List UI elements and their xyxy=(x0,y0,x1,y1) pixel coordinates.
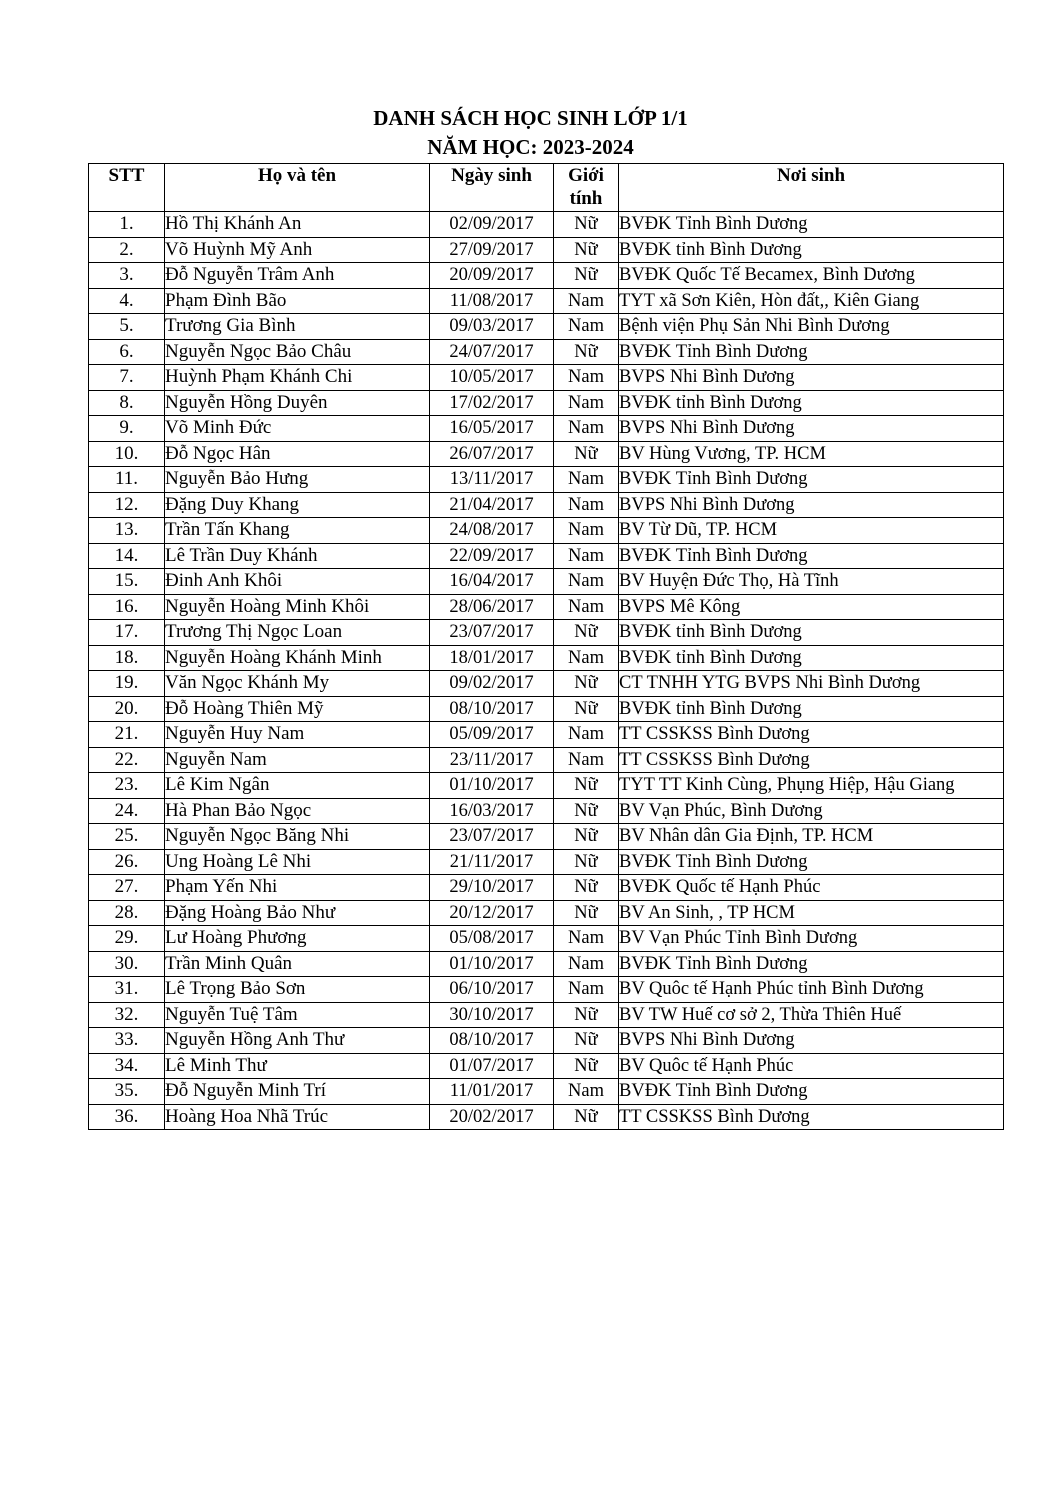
cell-stt: 16. xyxy=(89,594,165,620)
cell-birthplace: BVĐK tỉnh Bình Dương xyxy=(619,645,1004,671)
table-row xyxy=(89,492,1004,518)
cell-stt: 27. xyxy=(89,875,165,901)
table-row xyxy=(89,900,1004,926)
table-row xyxy=(89,1104,1004,1130)
table-row xyxy=(89,263,1004,289)
cell-dob: 09/02/2017 xyxy=(430,671,554,697)
cell-stt: 5. xyxy=(89,314,165,340)
cell-gender: Nam xyxy=(554,288,619,314)
cell-name: Trương Gia Bình xyxy=(165,314,430,340)
cell-gender: Nữ xyxy=(554,1104,619,1130)
cell-dob: 24/07/2017 xyxy=(430,339,554,365)
cell-gender: Nữ xyxy=(554,798,619,824)
cell-gender: Nam xyxy=(554,747,619,773)
cell-name: Lê Trần Duy Khánh xyxy=(165,543,430,569)
cell-dob: 27/09/2017 xyxy=(430,237,554,263)
cell-stt: 32. xyxy=(89,1002,165,1028)
table-row xyxy=(89,849,1004,875)
cell-dob: 10/05/2017 xyxy=(430,365,554,391)
cell-stt: 31. xyxy=(89,977,165,1003)
cell-dob: 18/01/2017 xyxy=(430,645,554,671)
table-row xyxy=(89,798,1004,824)
cell-gender: Nam xyxy=(554,416,619,442)
table-row xyxy=(89,212,1004,238)
table-row xyxy=(89,237,1004,263)
cell-stt: 33. xyxy=(89,1028,165,1054)
cell-dob: 17/02/2017 xyxy=(430,390,554,416)
cell-name: Huỳnh Phạm Khánh Chi xyxy=(165,365,430,391)
cell-birthplace: BV Huyện Đức Thọ, Hà Tĩnh xyxy=(619,569,1004,595)
header-gender: Giới tính xyxy=(554,164,619,212)
cell-name: Đỗ Nguyễn Trâm Anh xyxy=(165,263,430,289)
table-row xyxy=(89,671,1004,697)
student-roster-table xyxy=(88,163,1004,1130)
table-row xyxy=(89,314,1004,340)
cell-name: Hoàng Hoa Nhã Trúc xyxy=(165,1104,430,1130)
cell-birthplace: TT CSSKSS Bình Dương xyxy=(619,1104,1004,1130)
cell-gender: Nam xyxy=(554,543,619,569)
cell-dob: 05/09/2017 xyxy=(430,722,554,748)
cell-stt: 2. xyxy=(89,237,165,263)
cell-name: Nguyễn Hoàng Minh Khôi xyxy=(165,594,430,620)
cell-name: Võ Minh Đức xyxy=(165,416,430,442)
cell-birthplace: BVĐK Tỉnh Bình Dương xyxy=(619,849,1004,875)
cell-gender: Nữ xyxy=(554,849,619,875)
cell-name: Nguyễn Huy Nam xyxy=(165,722,430,748)
table-row xyxy=(89,824,1004,850)
cell-birthplace: TT CSSKSS Bình Dương xyxy=(619,747,1004,773)
cell-name: Nguyễn Tuệ Tâm xyxy=(165,1002,430,1028)
cell-name: Nguyễn Hồng Anh Thư xyxy=(165,1028,430,1054)
cell-stt: 4. xyxy=(89,288,165,314)
table-header-row xyxy=(89,164,1004,212)
cell-name: Văn Ngọc Khánh My xyxy=(165,671,430,697)
cell-gender: Nam xyxy=(554,1079,619,1105)
cell-gender: Nữ xyxy=(554,900,619,926)
cell-dob: 08/10/2017 xyxy=(430,696,554,722)
cell-birthplace: BVĐK Quốc Tế Becamex, Bình Dương xyxy=(619,263,1004,289)
table-row xyxy=(89,569,1004,595)
cell-stt: 10. xyxy=(89,441,165,467)
cell-stt: 29. xyxy=(89,926,165,952)
cell-birthplace: BVĐK Tỉnh Bình Dương xyxy=(619,212,1004,238)
cell-stt: 21. xyxy=(89,722,165,748)
cell-stt: 25. xyxy=(89,824,165,850)
cell-name: Nguyễn Bảo Hưng xyxy=(165,467,430,493)
cell-stt: 18. xyxy=(89,645,165,671)
cell-birthplace: BVPS Nhi Bình Dương xyxy=(619,492,1004,518)
cell-name: Nguyễn Ngọc Bảo Châu xyxy=(165,339,430,365)
cell-dob: 20/12/2017 xyxy=(430,900,554,926)
table-row xyxy=(89,875,1004,901)
header-stt: STT xyxy=(89,164,165,212)
table-row xyxy=(89,441,1004,467)
cell-name: Lư Hoàng Phương xyxy=(165,926,430,952)
cell-name: Lê Kim Ngân xyxy=(165,773,430,799)
cell-gender: Nam xyxy=(554,314,619,340)
cell-gender: Nam xyxy=(554,594,619,620)
cell-dob: 11/01/2017 xyxy=(430,1079,554,1105)
cell-stt: 26. xyxy=(89,849,165,875)
cell-name: Nguyễn Hồng Duyên xyxy=(165,390,430,416)
cell-gender: Nam xyxy=(554,977,619,1003)
cell-gender: Nam xyxy=(554,722,619,748)
cell-gender: Nữ xyxy=(554,212,619,238)
cell-dob: 05/08/2017 xyxy=(430,926,554,952)
cell-dob: 20/09/2017 xyxy=(430,263,554,289)
cell-name: Phạm Đình Bão xyxy=(165,288,430,314)
cell-dob: 24/08/2017 xyxy=(430,518,554,544)
cell-gender: Nữ xyxy=(554,441,619,467)
document-title: DANH SÁCH HỌC SINH LỚP 1/1 xyxy=(373,106,688,130)
cell-birthplace: Bệnh viện Phụ Sản Nhi Bình Dương xyxy=(619,314,1004,340)
cell-dob: 26/07/2017 xyxy=(430,441,554,467)
cell-birthplace: BV Từ Dũ, TP. HCM xyxy=(619,518,1004,544)
cell-stt: 11. xyxy=(89,467,165,493)
cell-stt: 20. xyxy=(89,696,165,722)
title-block xyxy=(0,104,1061,162)
cell-dob: 01/10/2017 xyxy=(430,773,554,799)
cell-birthplace: BVĐK Tỉnh Bình Dương xyxy=(619,467,1004,493)
table-row xyxy=(89,1079,1004,1105)
cell-gender: Nữ xyxy=(554,773,619,799)
cell-stt: 9. xyxy=(89,416,165,442)
cell-name: Đỗ Nguyễn Minh Trí xyxy=(165,1079,430,1105)
cell-gender: Nam xyxy=(554,518,619,544)
table-row xyxy=(89,365,1004,391)
cell-dob: 16/04/2017 xyxy=(430,569,554,595)
cell-name: Trần Tấn Khang xyxy=(165,518,430,544)
table-row xyxy=(89,339,1004,365)
cell-dob: 06/10/2017 xyxy=(430,977,554,1003)
cell-gender: Nam xyxy=(554,365,619,391)
cell-dob: 22/09/2017 xyxy=(430,543,554,569)
cell-stt: 12. xyxy=(89,492,165,518)
cell-gender: Nam xyxy=(554,926,619,952)
cell-stt: 1. xyxy=(89,212,165,238)
table-row xyxy=(89,1002,1004,1028)
cell-gender: Nữ xyxy=(554,237,619,263)
cell-stt: 24. xyxy=(89,798,165,824)
cell-name: Đặng Duy Khang xyxy=(165,492,430,518)
cell-stt: 8. xyxy=(89,390,165,416)
cell-dob: 09/03/2017 xyxy=(430,314,554,340)
cell-gender: Nữ xyxy=(554,1053,619,1079)
cell-birthplace: BVĐK Quốc tế Hạnh Phúc xyxy=(619,875,1004,901)
cell-stt: 13. xyxy=(89,518,165,544)
cell-stt: 22. xyxy=(89,747,165,773)
cell-gender: Nam xyxy=(554,645,619,671)
cell-birthplace: BVPS Nhi Bình Dương xyxy=(619,416,1004,442)
cell-dob: 16/05/2017 xyxy=(430,416,554,442)
cell-dob: 16/03/2017 xyxy=(430,798,554,824)
cell-stt: 15. xyxy=(89,569,165,595)
cell-name: Hà Phan Bảo Ngọc xyxy=(165,798,430,824)
cell-dob: 13/11/2017 xyxy=(430,467,554,493)
cell-dob: 29/10/2017 xyxy=(430,875,554,901)
cell-gender: Nữ xyxy=(554,1002,619,1028)
cell-birthplace: BVĐK tỉnh Bình Dương xyxy=(619,620,1004,646)
cell-dob: 21/11/2017 xyxy=(430,849,554,875)
cell-birthplace: BVĐK tỉnh Bình Dương xyxy=(619,696,1004,722)
cell-dob: 11/08/2017 xyxy=(430,288,554,314)
cell-birthplace: BVĐK Tỉnh Bình Dương xyxy=(619,543,1004,569)
table-row xyxy=(89,543,1004,569)
cell-gender: Nữ xyxy=(554,263,619,289)
cell-birthplace: BVPS Nhi Bình Dương xyxy=(619,1028,1004,1054)
cell-birthplace: TYT TT Kinh Cùng, Phụng Hiệp, Hậu Giang xyxy=(619,773,1004,799)
cell-name: Võ Huỳnh Mỹ Anh xyxy=(165,237,430,263)
cell-gender: Nữ xyxy=(554,824,619,850)
header-name: Họ và tên xyxy=(165,164,430,212)
cell-gender: Nam xyxy=(554,467,619,493)
cell-dob: 02/09/2017 xyxy=(430,212,554,238)
cell-gender: Nữ xyxy=(554,339,619,365)
cell-birthplace: BVĐK tỉnh Bình Dương xyxy=(619,237,1004,263)
table-row xyxy=(89,696,1004,722)
cell-birthplace: BVĐK Tỉnh Bình Dương xyxy=(619,339,1004,365)
cell-dob: 08/10/2017 xyxy=(430,1028,554,1054)
cell-dob: 30/10/2017 xyxy=(430,1002,554,1028)
cell-name: Ung Hoàng Lê Nhi xyxy=(165,849,430,875)
cell-stt: 36. xyxy=(89,1104,165,1130)
table-row xyxy=(89,518,1004,544)
cell-gender: Nam xyxy=(554,390,619,416)
cell-name: Lê Minh Thư xyxy=(165,1053,430,1079)
table-row xyxy=(89,467,1004,493)
cell-birthplace: CT TNHH YTG BVPS Nhi Bình Dương xyxy=(619,671,1004,697)
cell-birthplace: BVPS Mê Kông xyxy=(619,594,1004,620)
cell-birthplace: BV TW Huế cơ sở 2, Thừa Thiên Huế xyxy=(619,1002,1004,1028)
cell-gender: Nữ xyxy=(554,1028,619,1054)
cell-dob: 23/07/2017 xyxy=(430,620,554,646)
table-row xyxy=(89,951,1004,977)
cell-name: Đỗ Ngọc Hân xyxy=(165,441,430,467)
table-row xyxy=(89,722,1004,748)
cell-gender: Nữ xyxy=(554,696,619,722)
cell-name: Lê Trọng Bảo Sơn xyxy=(165,977,430,1003)
cell-birthplace: BV Vạn Phúc, Bình Dương xyxy=(619,798,1004,824)
cell-name: Hồ Thị Khánh An xyxy=(165,212,430,238)
cell-name: Đinh Anh Khôi xyxy=(165,569,430,595)
cell-birthplace: BV Vạn Phúc Tỉnh Bình Dương xyxy=(619,926,1004,952)
cell-birthplace: BV Hùng Vương, TP. HCM xyxy=(619,441,1004,467)
header-dob: Ngày sinh xyxy=(430,164,554,212)
cell-birthplace: BVPS Nhi Bình Dương xyxy=(619,365,1004,391)
table-row xyxy=(89,390,1004,416)
table-row xyxy=(89,416,1004,442)
cell-gender: Nữ xyxy=(554,671,619,697)
cell-birthplace: BVĐK Tỉnh Bình Dương xyxy=(619,1079,1004,1105)
table-row xyxy=(89,926,1004,952)
cell-birthplace: BV Nhân dân Gia Định, TP. HCM xyxy=(619,824,1004,850)
cell-stt: 14. xyxy=(89,543,165,569)
cell-stt: 6. xyxy=(89,339,165,365)
cell-dob: 28/06/2017 xyxy=(430,594,554,620)
cell-stt: 35. xyxy=(89,1079,165,1105)
cell-gender: Nữ xyxy=(554,875,619,901)
table-row xyxy=(89,773,1004,799)
table-row xyxy=(89,1053,1004,1079)
cell-stt: 23. xyxy=(89,773,165,799)
table-body xyxy=(89,212,1004,1130)
cell-name: Nguyễn Nam xyxy=(165,747,430,773)
cell-birthplace: BVĐK Tỉnh Bình Dương xyxy=(619,951,1004,977)
cell-name: Đặng Hoàng Bảo Như xyxy=(165,900,430,926)
cell-gender: Nữ xyxy=(554,620,619,646)
school-year-title: NĂM HỌC: 2023-2024 xyxy=(427,135,634,159)
cell-stt: 30. xyxy=(89,951,165,977)
cell-stt: 19. xyxy=(89,671,165,697)
cell-stt: 17. xyxy=(89,620,165,646)
cell-stt: 3. xyxy=(89,263,165,289)
cell-birthplace: BV Quôc tế Hạnh Phúc tỉnh Bình Dương xyxy=(619,977,1004,1003)
cell-stt: 28. xyxy=(89,900,165,926)
cell-gender: Nam xyxy=(554,492,619,518)
cell-name: Phạm Yến Nhi xyxy=(165,875,430,901)
cell-birthplace: TT CSSKSS Bình Dương xyxy=(619,722,1004,748)
cell-name: Đỗ Hoàng Thiên Mỹ xyxy=(165,696,430,722)
table-row xyxy=(89,645,1004,671)
cell-dob: 23/11/2017 xyxy=(430,747,554,773)
cell-name: Trương Thị Ngọc Loan xyxy=(165,620,430,646)
cell-gender: Nam xyxy=(554,569,619,595)
cell-birthplace: BV An Sinh, , TP HCM xyxy=(619,900,1004,926)
cell-stt: 34. xyxy=(89,1053,165,1079)
cell-name: Trần Minh Quân xyxy=(165,951,430,977)
cell-dob: 01/07/2017 xyxy=(430,1053,554,1079)
cell-dob: 21/04/2017 xyxy=(430,492,554,518)
table-row xyxy=(89,620,1004,646)
table-row xyxy=(89,288,1004,314)
cell-name: Nguyễn Ngọc Băng Nhi xyxy=(165,824,430,850)
cell-dob: 20/02/2017 xyxy=(430,1104,554,1130)
cell-dob: 23/07/2017 xyxy=(430,824,554,850)
table-row xyxy=(89,594,1004,620)
cell-gender: Nam xyxy=(554,951,619,977)
cell-stt: 7. xyxy=(89,365,165,391)
cell-name: Nguyễn Hoàng Khánh Minh xyxy=(165,645,430,671)
table-row xyxy=(89,1028,1004,1054)
cell-birthplace: TYT xã Sơn Kiên, Hòn đất,, Kiên Giang xyxy=(619,288,1004,314)
header-birthplace: Nơi sinh xyxy=(619,164,1004,212)
cell-dob: 01/10/2017 xyxy=(430,951,554,977)
cell-birthplace: BV Quôc tế Hạnh Phúc xyxy=(619,1053,1004,1079)
table-row xyxy=(89,747,1004,773)
table-row xyxy=(89,977,1004,1003)
cell-birthplace: BVĐK tỉnh Bình Dương xyxy=(619,390,1004,416)
